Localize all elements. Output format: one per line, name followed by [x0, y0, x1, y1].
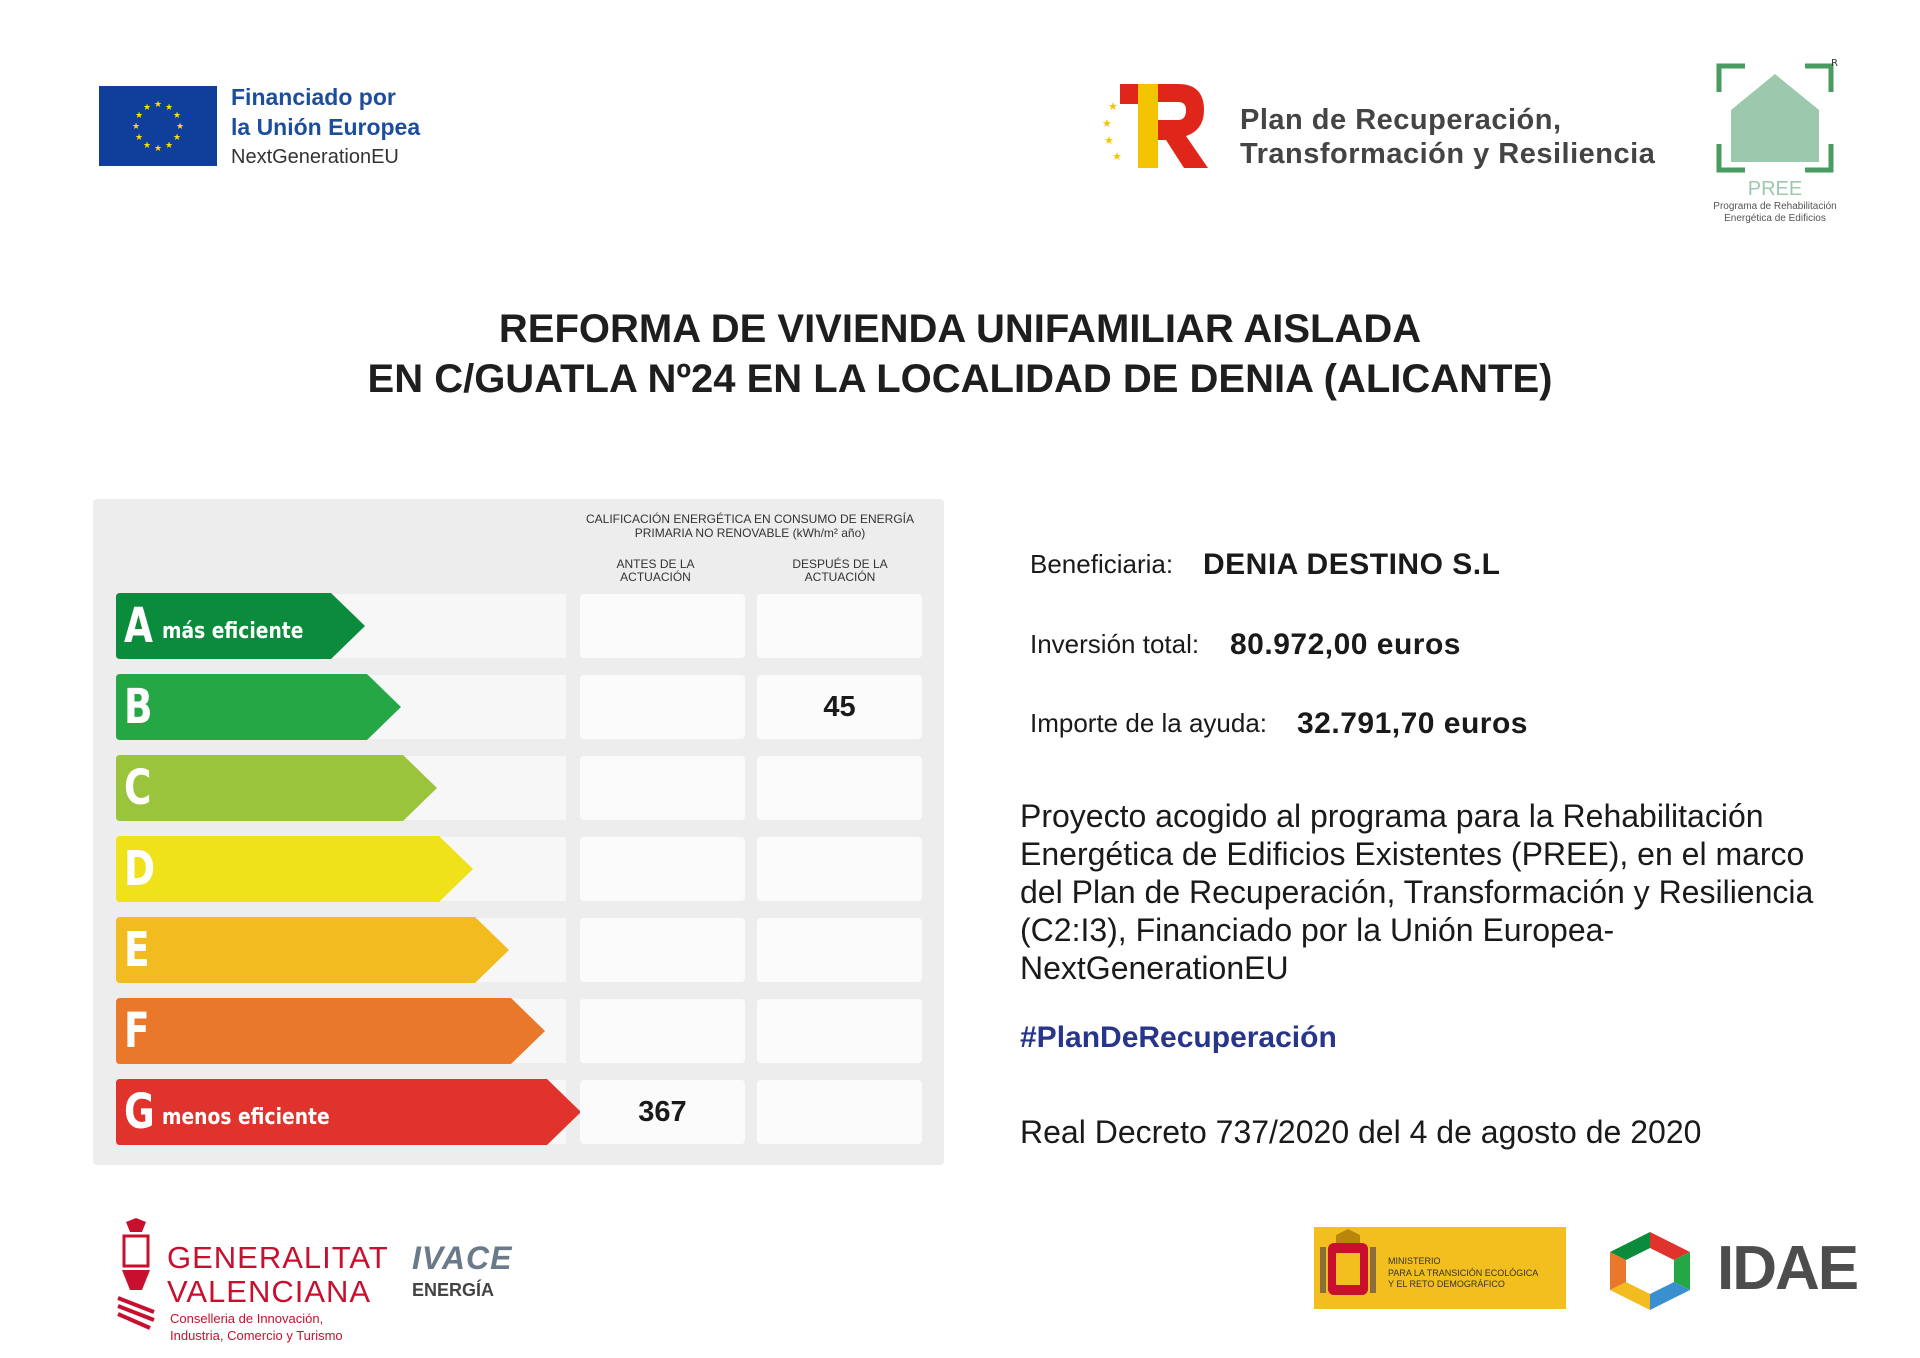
pree-subtitle-line1: Programa de Rehabilitación: [1713, 201, 1837, 212]
svg-text:★: ★: [134, 133, 144, 143]
svg-text:★: ★: [131, 122, 141, 132]
ministry-line2: PARA LA TRANSICIÓN ECOLÓGICA: [1388, 1268, 1539, 1278]
svg-text:★: ★: [134, 111, 144, 121]
after-value-d: [757, 837, 922, 901]
svg-text:★: ★: [175, 122, 185, 132]
before-value-a: [580, 594, 745, 658]
decree-text: Real Decreto 737/2020 del 4 de agosto de 2020: [1020, 1114, 1702, 1150]
aid-label: Importe de la ayuda:: [1030, 708, 1268, 738]
before-value-f: [580, 999, 745, 1063]
eu-funding-line3: NextGenerationEU: [231, 146, 399, 168]
project-description: Proyecto acogido al programa para la Rehabilitación Energética de Edificios Existentes (PREE), en el marco del Plan de Recuperación, Transformación y Resiliencia (C2:I3), Financiado por la Unión Europea-NextGenerationEU: [1020, 798, 1814, 986]
eu-flag-icon: [99, 86, 217, 166]
pree-registered-mark: R: [1831, 58, 1838, 69]
rating-letter-b: B: [124, 679, 153, 735]
after-value-a: [757, 594, 922, 658]
svg-text:★: ★: [164, 141, 174, 151]
rating-letter-c: C: [124, 760, 152, 816]
ivace-logo-text: IVACE: [412, 1240, 513, 1276]
rating-letter-e: E: [124, 922, 150, 978]
pree-name: PREE: [1747, 178, 1803, 200]
svg-text:★: ★: [153, 100, 163, 110]
after-value-b: 45: [757, 675, 922, 739]
svg-text:★: ★: [142, 141, 152, 151]
before-value-b: [580, 675, 745, 739]
after-value-e: [757, 918, 922, 982]
rating-letter-g: G: [124, 1084, 155, 1140]
ministry-line1: MINISTERIO: [1388, 1256, 1441, 1266]
svg-text:★: ★: [1104, 134, 1114, 147]
beneficiary-value: DENIA DESTINO S.L: [1203, 548, 1501, 581]
rating-arrow-b: [116, 674, 367, 740]
after-value-f: [757, 999, 922, 1063]
ministry-line3: Y EL RETO DEMOGRÁFICO: [1388, 1279, 1505, 1289]
gv-line4: Industria, Comercio y Turismo: [170, 1328, 343, 1343]
gv-crest-icon: [112, 1218, 160, 1328]
col-before-line1: ANTES DE LA: [616, 557, 695, 571]
pree-house-icon: [1715, 58, 1838, 178]
eu-funding-line1: Financiado por: [231, 84, 396, 110]
rating-arrow-e: [116, 917, 475, 983]
rating-arrow-f: [116, 998, 511, 1064]
ivace-subtitle: ENERGÍA: [412, 1280, 495, 1300]
hashtag: #PlanDeRecuperación: [1020, 1021, 1337, 1054]
rating-arrow-d: [116, 836, 439, 902]
svg-text:★: ★: [172, 133, 182, 143]
prtr-title-line1: Plan de Recuperación,: [1240, 104, 1562, 136]
rating-letter-d: D: [124, 841, 156, 897]
prtr-title-line2: Transformación y Resiliencia: [1240, 138, 1656, 170]
rating-letter-f: F: [124, 1003, 150, 1059]
page-title-line2: EN C/GUATLA Nº24 EN LA LOCALIDAD DE DENIA (ALICANTE): [367, 357, 1553, 401]
gv-line1: GENERALITAT: [167, 1240, 389, 1275]
svg-text:★: ★: [142, 103, 152, 113]
pree-subtitle-line2: Energética de Edificios: [1724, 213, 1826, 224]
eu-funding-line2: la Unión Europea: [231, 114, 421, 140]
gv-line2: VALENCIANA: [167, 1274, 372, 1309]
after-value-c: [757, 756, 922, 820]
beneficiary-label: Beneficiaria:: [1030, 549, 1174, 579]
svg-text:★: ★: [164, 103, 174, 113]
before-value-g: 367: [580, 1080, 745, 1144]
prtr-logo-icon: [1100, 82, 1210, 172]
gv-line3: Conselleria de Innovación,: [170, 1311, 324, 1326]
col-before-line2: ACTUACIÓN: [620, 570, 691, 584]
col-after-line2: ACTUACIÓN: [804, 570, 876, 584]
before-value-c: [580, 756, 745, 820]
aid-value: 32.791,70 euros: [1297, 707, 1528, 740]
rating-sub-g: menos eficiente: [162, 1105, 330, 1130]
svg-text:★: ★: [1112, 150, 1122, 163]
rating-arrow-c: [116, 755, 403, 821]
energy-header-line2: PRIMARIA NO RENOVABLE (kWh/m² año): [634, 526, 866, 540]
after-value-g: [757, 1080, 922, 1144]
idae-logo-text: IDAE: [1717, 1234, 1858, 1303]
rating-letter-a: A: [124, 598, 153, 654]
svg-text:★: ★: [172, 111, 182, 121]
page-title-line1: REFORMA DE VIVIENDA UNIFAMILIAR AISLADA: [498, 307, 1422, 351]
col-after-line1: DESPUÉS DE LA: [792, 557, 888, 571]
before-value-e: [580, 918, 745, 982]
svg-text:★: ★: [1108, 100, 1118, 113]
energy-header-line1: CALIFICACIÓN ENERGÉTICA EN CONSUMO DE ENERGÍA: [585, 512, 915, 526]
svg-text:★: ★: [1102, 117, 1112, 130]
svg-text:★: ★: [153, 144, 163, 154]
idae-emblem-icon: [1594, 1228, 1706, 1314]
investment-label: Inversión total:: [1030, 629, 1200, 659]
investment-value: 80.972,00 euros: [1230, 628, 1461, 661]
before-value-d: [580, 837, 745, 901]
rating-sub-a: más eficiente: [162, 619, 304, 644]
